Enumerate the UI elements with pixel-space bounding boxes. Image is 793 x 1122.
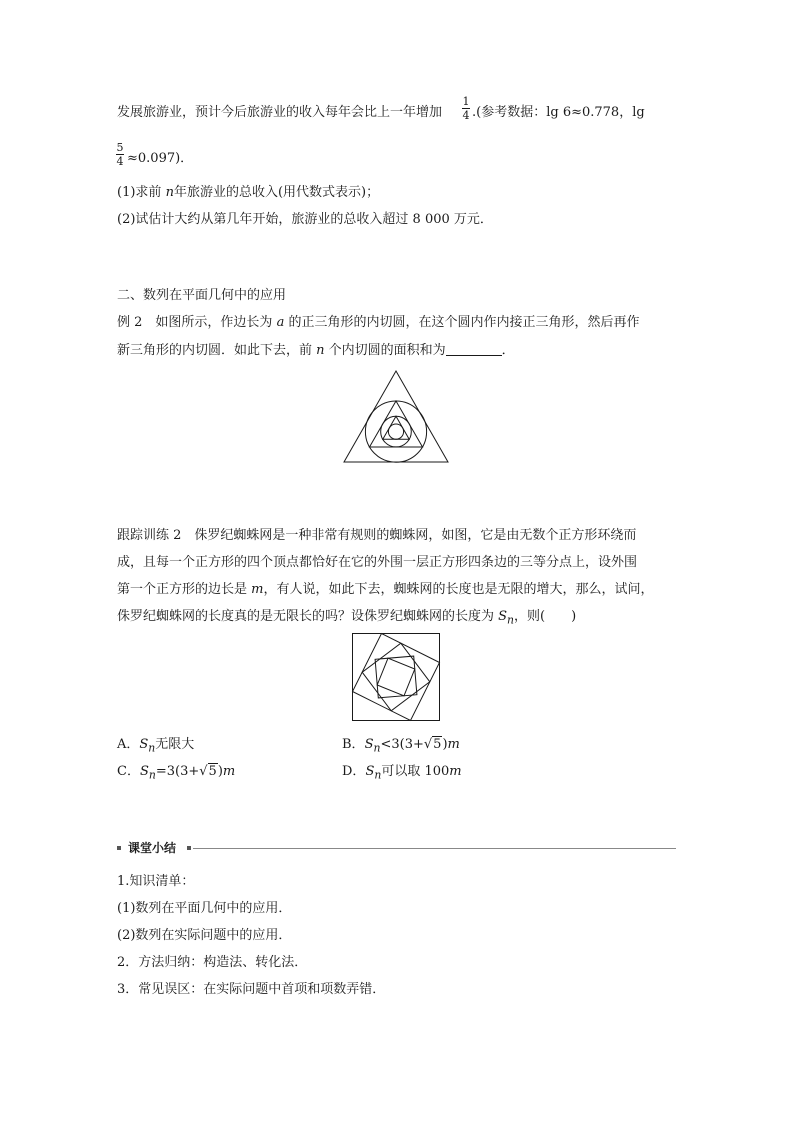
option-C[interactable]: C．$S_n=3(3+√5)m$ xyxy=(117,764,236,782)
example-2-line-1: 例 2 如图所示，作边长为 a 的正三角形的内切圆，在这个圆内作内接正三角形，然后再作 xyxy=(117,315,640,330)
practice-line-2: 成，且每一个正方形的四个顶点都恰好在它的外围一层正方形四条边的三等分点上，设外围 xyxy=(117,555,638,570)
intro-line-2: ≈0.097)． xyxy=(127,151,194,166)
section-heading: 二、数列在平面几何中的应用 xyxy=(117,288,287,303)
summary-item-2: 2．方法归纳：构造法、转化法． xyxy=(117,955,308,970)
practice-line-1: 跟踪训练 2 侏罗纪蜘蛛网是一种非常有规则的蜘蛛网，如图，它是由无数个正方形环绕而 xyxy=(117,528,637,543)
summary-rule xyxy=(193,848,676,849)
summary-bullet-left xyxy=(117,846,121,850)
intro-line-1-tail: .(参考数据：lg 6≈0.778，lg xyxy=(472,105,645,120)
summary-title: 课堂小结 xyxy=(128,841,177,855)
summary-item-3: 3．常见误区：在实际问题中首项和项数弄错． xyxy=(117,982,386,997)
answer-blank xyxy=(446,343,502,356)
option-A[interactable]: A．$S_n$无限大 xyxy=(117,737,195,755)
question-2: (2)试估计大约从第几年开始，旅游业的总收入超过 8 000 万元． xyxy=(117,212,493,227)
option-D[interactable]: D．$S_n$可以取 100m xyxy=(342,764,462,782)
summary-item-1: 1.知识清单： xyxy=(117,874,195,889)
option-B[interactable]: B．$S_n<3(3+√5)m$ xyxy=(342,737,460,755)
practice-line-4: 侏罗纪蜘蛛网的长度真的是无限长的吗？设侏罗纪蜘蛛网的长度为 $S_n$，则( ) xyxy=(117,609,577,627)
practice-line-3: 第一个正方形的边长是 m，有人说，如此下去，蜘蛛网的长度也是无限的增大，那么，试问， xyxy=(117,582,654,597)
triangle-incircle-figure xyxy=(340,365,460,465)
intro-line-1: 发展旅游业，预计今后旅游业的收入每年会比上一年增加 xyxy=(117,105,443,120)
spider-web-squares-figure xyxy=(352,633,442,723)
summary-bullet-right xyxy=(187,846,191,850)
example-2-line-2: 新三角形的内切圆．如此下去，前 n 个内切圆的面积和为 ． xyxy=(117,343,515,358)
fraction-five-quarters: 5 4 xyxy=(116,141,124,168)
summary-item-1-2: (2)数列在实际问题中的应用． xyxy=(117,928,292,943)
fraction-one-quarter: 1 4 xyxy=(462,95,470,122)
question-1: (1)求前 n年旅游业的总收入(用代数式表示)； xyxy=(117,185,380,200)
summary-item-1-1: (1)数列在平面几何中的应用． xyxy=(117,901,292,916)
